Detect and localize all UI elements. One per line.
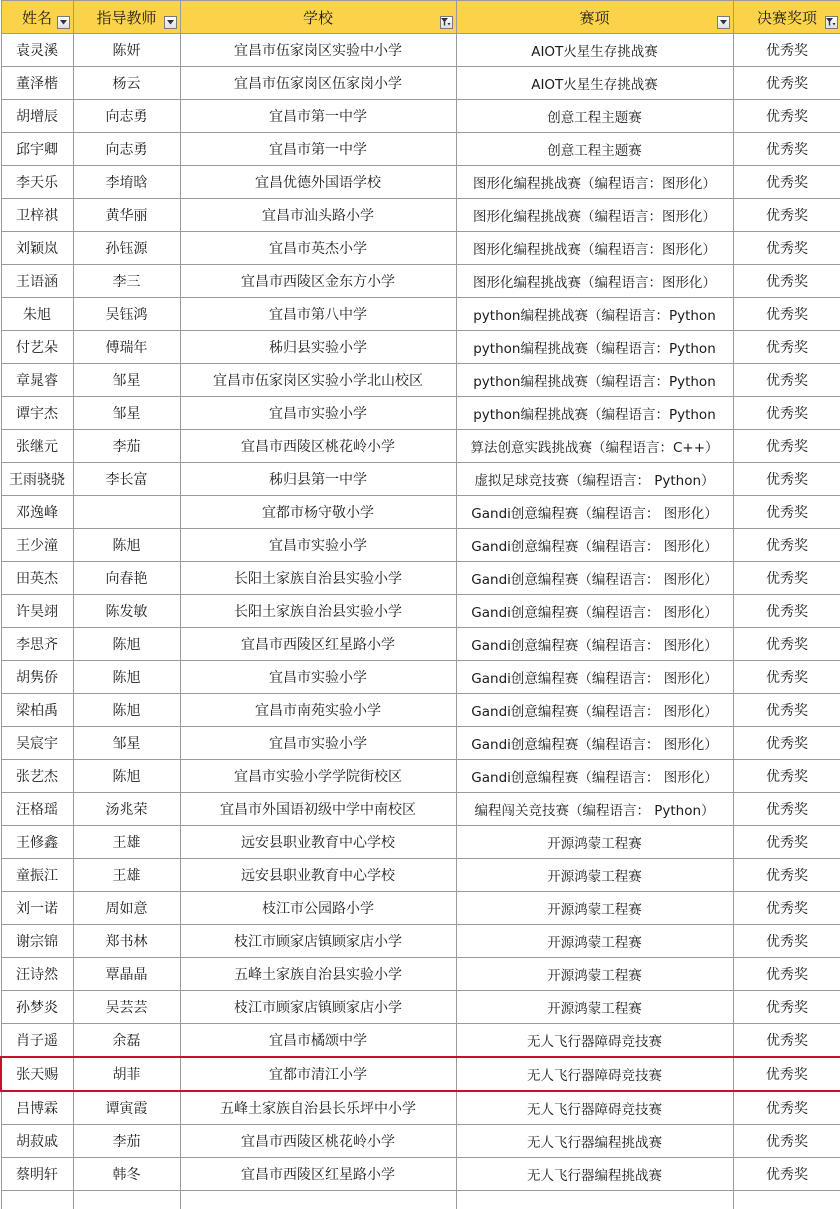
table-row[interactable] [1, 232, 840, 265]
cell-name[interactable]: 汪格瑶 [1, 793, 73, 826]
cell-award[interactable]: 优秀奖 [733, 265, 840, 298]
cell-name[interactable]: 王雨骁骁 [1, 463, 73, 496]
cell-award[interactable]: 优秀奖 [733, 529, 840, 562]
cell-event[interactable]: 开源鸿蒙工程赛 [456, 958, 733, 991]
header-label: 指导教师 [96, 9, 156, 27]
table-row[interactable] [1, 595, 840, 628]
cell-award[interactable]: 优秀奖 [733, 859, 840, 892]
cell-name[interactable]: 汪诗然 [1, 958, 73, 991]
cell-school[interactable]: 五峰土家族自治县长乐坪中小学 [180, 1091, 456, 1125]
cell-event[interactable]: 开源鸿蒙工程赛 [456, 859, 733, 892]
cell-school[interactable]: 宜昌市西陵区金东方小学 [180, 265, 456, 298]
table-row[interactable] [1, 991, 840, 1024]
cell-teacher[interactable]: 韩冬 [73, 1158, 180, 1191]
cell-school[interactable]: 枝江市公园路小学 [180, 892, 456, 925]
cell-teacher[interactable]: 余磊 [73, 1024, 180, 1058]
cell-event[interactable]: 算法创意实践挑战赛（编程语言：C++） [456, 430, 733, 463]
header-teacher [73, 1, 180, 34]
header-row [1, 1, 840, 34]
header-label: 姓名 [22, 9, 52, 27]
cell-name[interactable]: 王语涵 [1, 265, 73, 298]
cell-award[interactable]: 优秀奖 [733, 1091, 840, 1125]
cell-award[interactable]: 优秀奖 [733, 826, 840, 859]
cell-name[interactable]: 邱宇卿 [1, 133, 73, 166]
cell-school[interactable]: 宜昌市实验小学 [180, 529, 456, 562]
cell-event[interactable]: AIOT火星生存挑战赛 [456, 34, 733, 67]
cell-school[interactable]: 宜都市清江小学 [180, 1057, 456, 1091]
table-row[interactable] [1, 1158, 840, 1191]
cell-event[interactable]: Gandi创意编程赛（编程语言： 图形化） [456, 562, 733, 595]
cell-event[interactable]: python编程挑战赛（编程语言：Python [456, 364, 733, 397]
cell-teacher[interactable]: 邹星 [73, 364, 180, 397]
cell-teacher[interactable]: 郑书林 [73, 925, 180, 958]
cell-event[interactable]: 无人飞行器编程挑战赛 [456, 1125, 733, 1158]
table-row[interactable] [1, 397, 840, 430]
cell-event[interactable]: AIOT火星生存挑战赛 [456, 67, 733, 100]
cell-teacher[interactable]: 黄华丽 [73, 199, 180, 232]
cell-name[interactable]: 梁柏禹 [1, 694, 73, 727]
cell-teacher[interactable]: 汤兆荣 [73, 793, 180, 826]
cell-teacher[interactable]: 覃晶晶 [73, 958, 180, 991]
cell-school[interactable]: 宜昌市西陵区桃花岭小学 [180, 1125, 456, 1158]
table-row[interactable] [1, 958, 840, 991]
cell-school[interactable]: 长阳土家族自治县实验小学 [180, 562, 456, 595]
cell-school[interactable]: 宜昌优德外国语学校 [180, 166, 456, 199]
cell-name[interactable]: 章晁睿 [1, 364, 73, 397]
cell-award[interactable]: 优秀奖 [733, 958, 840, 991]
cell-name[interactable]: 谭宇杰 [1, 397, 73, 430]
cell-event[interactable]: 无人飞行器障碍竞技赛 [456, 1091, 733, 1125]
cell-name[interactable]: 朱旭 [1, 298, 73, 331]
cell-event[interactable]: Gandi创意编程赛（编程语言： 图形化） [456, 595, 733, 628]
cell-name[interactable]: 董泽楷 [1, 67, 73, 100]
cell-award[interactable]: 优秀奖 [733, 100, 840, 133]
cell-award[interactable]: 优秀奖 [733, 760, 840, 793]
cell-award[interactable]: 优秀奖 [733, 1125, 840, 1158]
cell-teacher[interactable]: 陈发敏 [73, 595, 180, 628]
cell-teacher[interactable]: 陈旭 [73, 529, 180, 562]
empty-cell[interactable] [1, 1191, 73, 1209]
cell-award[interactable]: 优秀奖 [733, 232, 840, 265]
cell-name[interactable]: 胡增辰 [1, 100, 73, 133]
cell-name[interactable]: 王修鑫 [1, 826, 73, 859]
cell-name[interactable]: 刘颖岚 [1, 232, 73, 265]
cell-teacher[interactable]: 陈旭 [73, 661, 180, 694]
empty-cell[interactable] [733, 1191, 840, 1209]
cell-name[interactable]: 李天乐 [1, 166, 73, 199]
cell-event[interactable]: Gandi创意编程赛（编程语言： 图形化） [456, 529, 733, 562]
table-row[interactable] [1, 430, 840, 463]
cell-teacher[interactable]: 胡菲 [73, 1057, 180, 1091]
empty-cell[interactable] [73, 1191, 180, 1209]
table-row[interactable] [1, 331, 840, 364]
table-row[interactable] [1, 925, 840, 958]
cell-name[interactable]: 付艺朵 [1, 331, 73, 364]
cell-award[interactable]: 优秀奖 [733, 298, 840, 331]
cell-school[interactable]: 宜昌市实验小学 [180, 727, 456, 760]
cell-teacher[interactable]: 吴芸芸 [73, 991, 180, 1024]
table-row[interactable] [1, 34, 840, 67]
header-label: 学校 [303, 9, 333, 27]
cell-award[interactable]: 优秀奖 [733, 595, 840, 628]
table-row[interactable] [1, 661, 840, 694]
cell-name[interactable]: 孙梦炎 [1, 991, 73, 1024]
cell-award[interactable]: 优秀奖 [733, 892, 840, 925]
cell-school[interactable]: 宜昌市汕头路小学 [180, 199, 456, 232]
cell-school[interactable]: 宜昌市西陵区桃花岭小学 [180, 430, 456, 463]
header-school [180, 1, 456, 34]
table-body [1, 34, 840, 1209]
cell-teacher[interactable]: 吴钰鸿 [73, 298, 180, 331]
cell-award[interactable]: 优秀奖 [733, 661, 840, 694]
cell-name[interactable]: 王少潼 [1, 529, 73, 562]
cell-school[interactable]: 枝江市顾家店镇顾家店小学 [180, 925, 456, 958]
cell-school[interactable]: 宜昌市伍家岗区实验小学北山校区 [180, 364, 456, 397]
cell-event[interactable]: 创意工程主题赛 [456, 100, 733, 133]
cell-teacher[interactable]: 王雄 [73, 859, 180, 892]
table-row[interactable] [1, 265, 840, 298]
cell-name[interactable]: 童振江 [1, 859, 73, 892]
cell-event[interactable]: Gandi创意编程赛（编程语言： 图形化） [456, 496, 733, 529]
cell-teacher[interactable]: 向志勇 [73, 100, 180, 133]
cell-event[interactable]: python编程挑战赛（编程语言：Python [456, 397, 733, 430]
cell-name[interactable]: 张艺杰 [1, 760, 73, 793]
table-row[interactable] [1, 529, 840, 562]
table-row[interactable] [1, 694, 840, 727]
cell-school[interactable]: 宜昌市第八中学 [180, 298, 456, 331]
cell-school[interactable]: 宜昌市西陵区红星路小学 [180, 628, 456, 661]
cell-award[interactable]: 优秀奖 [733, 1057, 840, 1091]
cell-school[interactable]: 宜昌市橘颂中学 [180, 1024, 456, 1058]
table-row[interactable] [1, 793, 840, 826]
cell-event[interactable]: 图形化编程挑战赛（编程语言：图形化） [456, 166, 733, 199]
table-row[interactable] [1, 562, 840, 595]
cell-school[interactable]: 宜都市杨守敬小学 [180, 496, 456, 529]
filter-active-icon[interactable] [825, 16, 838, 29]
cell-name[interactable]: 谢宗锦 [1, 925, 73, 958]
empty-row[interactable] [1, 1191, 840, 1209]
cell-school[interactable]: 枝江市顾家店镇顾家店小学 [180, 991, 456, 1024]
cell-award[interactable]: 优秀奖 [733, 562, 840, 595]
cell-teacher[interactable]: 陈妍 [73, 34, 180, 67]
cell-event[interactable]: 图形化编程挑战赛（编程语言：图形化） [456, 199, 733, 232]
cell-event[interactable]: Gandi创意编程赛（编程语言： 图形化） [456, 727, 733, 760]
cell-name[interactable]: 邓逸峰 [1, 496, 73, 529]
cell-teacher[interactable]: 向志勇 [73, 133, 180, 166]
cell-event[interactable]: 编程闯关竞技赛（编程语言： Python） [456, 793, 733, 826]
cell-teacher[interactable]: 傅瑞年 [73, 331, 180, 364]
cell-award[interactable]: 优秀奖 [733, 166, 840, 199]
table-row[interactable] [1, 166, 840, 199]
cell-award[interactable]: 优秀奖 [733, 34, 840, 67]
cell-name[interactable]: 吕博霖 [1, 1091, 73, 1125]
cell-event[interactable]: 开源鸿蒙工程赛 [456, 925, 733, 958]
cell-award[interactable]: 优秀奖 [733, 331, 840, 364]
cell-teacher[interactable]: 谭寅霞 [73, 1091, 180, 1125]
cell-school[interactable]: 五峰土家族自治县实验小学 [180, 958, 456, 991]
cell-event[interactable]: Gandi创意编程赛（编程语言： 图形化） [456, 628, 733, 661]
filter-dropdown-icon[interactable] [57, 16, 70, 29]
cell-award[interactable]: 优秀奖 [733, 925, 840, 958]
table-row[interactable] [1, 100, 840, 133]
cell-name[interactable]: 卫梓祺 [1, 199, 73, 232]
cell-teacher[interactable]: 李堉晗 [73, 166, 180, 199]
cell-school[interactable]: 宜昌市伍家岗区实验中小学 [180, 34, 456, 67]
cell-award[interactable]: 优秀奖 [733, 133, 840, 166]
cell-name[interactable]: 田英杰 [1, 562, 73, 595]
table-row[interactable] [1, 1125, 840, 1158]
cell-name[interactable]: 张继元 [1, 430, 73, 463]
cell-award[interactable]: 优秀奖 [733, 430, 840, 463]
filter-dropdown-icon[interactable] [164, 16, 177, 29]
cell-event[interactable]: 无人飞行器障碍竞技赛 [456, 1024, 733, 1058]
empty-cell[interactable] [180, 1191, 456, 1209]
table-row[interactable] [1, 1024, 840, 1058]
cell-school[interactable]: 宜昌市英杰小学 [180, 232, 456, 265]
cell-event[interactable]: Gandi创意编程赛（编程语言： 图形化） [456, 694, 733, 727]
table-row[interactable] [1, 199, 840, 232]
cell-award[interactable]: 优秀奖 [733, 199, 840, 232]
cell-event[interactable]: 开源鸿蒙工程赛 [456, 991, 733, 1024]
table-row[interactable] [1, 826, 840, 859]
table-row[interactable] [1, 727, 840, 760]
table-row[interactable] [1, 859, 840, 892]
cell-teacher[interactable]: 向春艳 [73, 562, 180, 595]
filter-active-icon[interactable] [440, 16, 453, 29]
cell-event[interactable]: Gandi创意编程赛（编程语言： 图形化） [456, 760, 733, 793]
header-award [733, 1, 840, 34]
cell-event[interactable]: 图形化编程挑战赛（编程语言：图形化） [456, 232, 733, 265]
cell-name[interactable]: 张天赐 [1, 1057, 73, 1091]
cell-school[interactable]: 宜昌市第一中学 [180, 133, 456, 166]
cell-teacher[interactable]: 李三 [73, 265, 180, 298]
cell-event[interactable]: 无人飞行器编程挑战赛 [456, 1158, 733, 1191]
cell-award[interactable]: 优秀奖 [733, 793, 840, 826]
cell-name[interactable]: 胡菽戚 [1, 1125, 73, 1158]
cell-school[interactable]: 宜昌市南苑实验小学 [180, 694, 456, 727]
cell-name[interactable]: 许昊翊 [1, 595, 73, 628]
cell-event[interactable]: python编程挑战赛（编程语言：Python [456, 331, 733, 364]
cell-teacher[interactable]: 陈旭 [73, 760, 180, 793]
cell-award[interactable]: 优秀奖 [733, 694, 840, 727]
cell-teacher[interactable]: 李茄 [73, 1125, 180, 1158]
cell-award[interactable]: 优秀奖 [733, 1158, 840, 1191]
cell-name[interactable]: 李思齐 [1, 628, 73, 661]
cell-school[interactable]: 长阳土家族自治县实验小学 [180, 595, 456, 628]
cell-award[interactable]: 优秀奖 [733, 628, 840, 661]
cell-teacher[interactable]: 孙钰源 [73, 232, 180, 265]
cell-event[interactable]: 开源鸿蒙工程赛 [456, 826, 733, 859]
cell-name[interactable]: 胡隽侨 [1, 661, 73, 694]
table-row[interactable] [1, 133, 840, 166]
cell-teacher[interactable]: 王雄 [73, 826, 180, 859]
filter-dropdown-icon[interactable] [717, 16, 730, 29]
table-row[interactable] [1, 628, 840, 661]
cell-event[interactable]: 开源鸿蒙工程赛 [456, 892, 733, 925]
cell-award[interactable]: 优秀奖 [733, 364, 840, 397]
table-row[interactable] [1, 892, 840, 925]
cell-event[interactable]: python编程挑战赛（编程语言：Python [456, 298, 733, 331]
table-row[interactable] [1, 67, 840, 100]
cell-school[interactable]: 远安县职业教育中心学校 [180, 859, 456, 892]
cell-event[interactable]: Gandi创意编程赛（编程语言： 图形化） [456, 661, 733, 694]
empty-cell[interactable] [456, 1191, 733, 1209]
cell-event[interactable]: 创意工程主题赛 [456, 133, 733, 166]
cell-award[interactable]: 优秀奖 [733, 463, 840, 496]
table-row[interactable] [1, 364, 840, 397]
cell-school[interactable]: 宜昌市西陵区红星路小学 [180, 1158, 456, 1191]
table-row[interactable] [1, 463, 840, 496]
table-row[interactable] [1, 496, 840, 529]
cell-teacher[interactable]: 陈旭 [73, 694, 180, 727]
cell-teacher[interactable]: 邹星 [73, 727, 180, 760]
cell-event[interactable]: 虚拟足球竞技赛（编程语言： Python） [456, 463, 733, 496]
cell-school[interactable]: 宜昌市实验小学 [180, 661, 456, 694]
header-name [1, 1, 73, 34]
cell-teacher[interactable]: 周如意 [73, 892, 180, 925]
cell-teacher[interactable]: 邹星 [73, 397, 180, 430]
cell-school[interactable]: 远安县职业教育中心学校 [180, 826, 456, 859]
cell-school[interactable]: 宜昌市伍家岗区伍家岗小学 [180, 67, 456, 100]
cell-award[interactable]: 优秀奖 [733, 1024, 840, 1058]
cell-name[interactable]: 肖子遥 [1, 1024, 73, 1058]
cell-name[interactable]: 蔡明轩 [1, 1158, 73, 1191]
cell-teacher[interactable] [73, 496, 180, 529]
table-row[interactable] [1, 298, 840, 331]
cell-award[interactable]: 优秀奖 [733, 67, 840, 100]
cell-name[interactable]: 袁灵溪 [1, 34, 73, 67]
cell-name[interactable]: 吴宸宇 [1, 727, 73, 760]
cell-school[interactable]: 宜昌市实验小学学院街校区 [180, 760, 456, 793]
cell-school[interactable]: 宜昌市实验小学 [180, 397, 456, 430]
cell-teacher[interactable]: 杨云 [73, 67, 180, 100]
table-row[interactable] [1, 1091, 840, 1125]
cell-school[interactable]: 秭归县第一中学 [180, 463, 456, 496]
table-row[interactable] [1, 760, 840, 793]
cell-event[interactable]: 图形化编程挑战赛（编程语言：图形化） [456, 265, 733, 298]
table-row-highlighted[interactable] [1, 1057, 840, 1091]
cell-school[interactable]: 秭归县实验小学 [180, 331, 456, 364]
cell-award[interactable]: 优秀奖 [733, 496, 840, 529]
cell-teacher[interactable]: 李茄 [73, 430, 180, 463]
cell-name[interactable]: 刘一诺 [1, 892, 73, 925]
cell-school[interactable]: 宜昌市外国语初级中学中南校区 [180, 793, 456, 826]
cell-school[interactable]: 宜昌市第一中学 [180, 100, 456, 133]
header-label: 决赛奖项 [757, 9, 817, 27]
header-event [456, 1, 733, 34]
cell-teacher[interactable]: 陈旭 [73, 628, 180, 661]
cell-award[interactable]: 优秀奖 [733, 727, 840, 760]
header-label: 赛项 [579, 9, 609, 27]
cell-event[interactable]: 无人飞行器障碍竞技赛 [456, 1057, 733, 1091]
cell-award[interactable]: 优秀奖 [733, 397, 840, 430]
cell-award[interactable]: 优秀奖 [733, 991, 840, 1024]
cell-teacher[interactable]: 李长富 [73, 463, 180, 496]
